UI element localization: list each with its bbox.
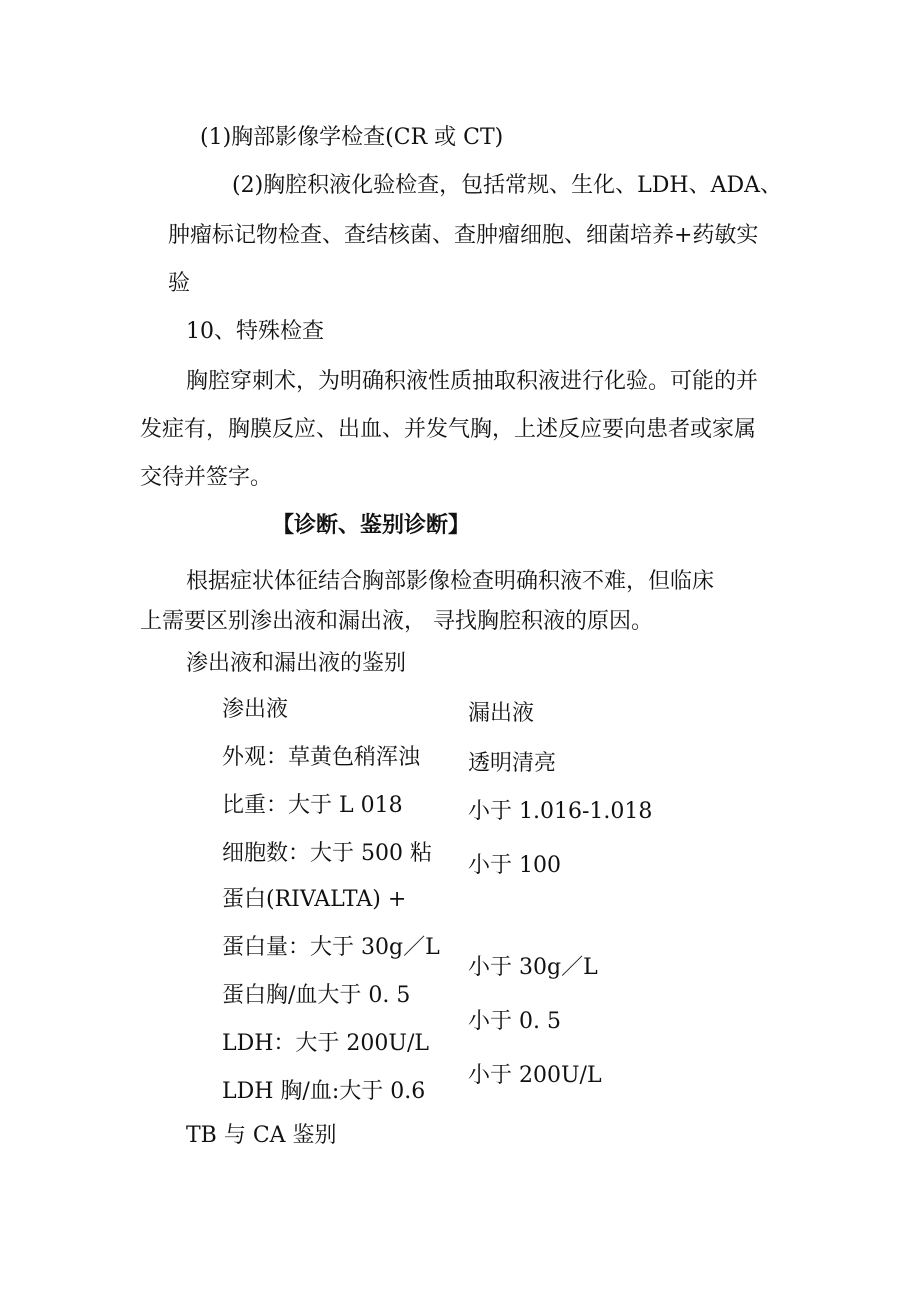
item-2-continuation-1: 肿瘤标记物检查、查结核菌、查肿瘤细胞、细菌培养+药敏实 (168, 223, 759, 248)
section-10-title: 10、特殊检查 (186, 319, 324, 344)
paragraph-1-line-1: 胸腔穿刺术，为明确积液性质抽取积液进行化验。可能的并 (186, 369, 759, 394)
exudate-ldh-ratio: LDH 胸/血:大于 0.6 (222, 1079, 426, 1104)
exudate-ldh: LDH：大于 200U/L (222, 1031, 429, 1056)
item-1-imaging: (1)胸部影像学检查(CR 或 CT) (200, 125, 504, 150)
section-heading-diagnosis: 【诊断、鉴别诊断】 (272, 513, 471, 538)
transudate-ldh: 小于 200U/L (468, 1063, 602, 1088)
transudate-protein: 小于 30g／L (468, 955, 598, 980)
exudate-specific-gravity: 比重：大于 L 018 (222, 793, 403, 818)
tb-ca-title: TB 与 CA 鉴别 (186, 1123, 337, 1148)
transudate-cell-count: 小于 100 (468, 853, 561, 878)
table-title: 渗出液和漏出液的鉴别 (186, 651, 407, 676)
transudate-specific-gravity: 小于 1.016-1.018 (468, 799, 653, 824)
exudate-protein-ratio: 蛋白胸/血大于 0. 5 (222, 983, 411, 1008)
transudate-protein-ratio: 小于 0. 5 (468, 1009, 561, 1034)
item-2-fluid-tests: (2)胸腔积液化验检查，包括常规、生化、LDH、ADA、 (232, 173, 783, 198)
paragraph-1-line-2: 发症有，胸膜反应、出血、并发气胸，上述反应要向患者或家属 (140, 417, 757, 442)
transudate-appearance: 透明清亮 (468, 751, 557, 776)
exudate-header: 渗出液 (222, 697, 289, 722)
exudate-cell-count: 细胞数：大于 500 粘 (222, 841, 432, 866)
exudate-rivalta: 蛋白(RIVALTA) + (222, 887, 407, 912)
paragraph-1-line-3: 交待并签字。 (140, 465, 273, 490)
transudate-header: 漏出液 (468, 701, 535, 726)
paragraph-2-line-1: 根据症状体征结合胸部影像检查明确积液不难，但临床 (186, 569, 715, 594)
exudate-protein: 蛋白量：大于 30g／L (222, 935, 440, 960)
item-2-continuation-2: 验 (168, 271, 191, 296)
exudate-appearance: 外观：草黄色稍浑浊 (222, 745, 421, 770)
paragraph-2-line-2: 上需要区别渗出液和漏出液， 寻找胸腔积液的原因。 (140, 609, 653, 634)
